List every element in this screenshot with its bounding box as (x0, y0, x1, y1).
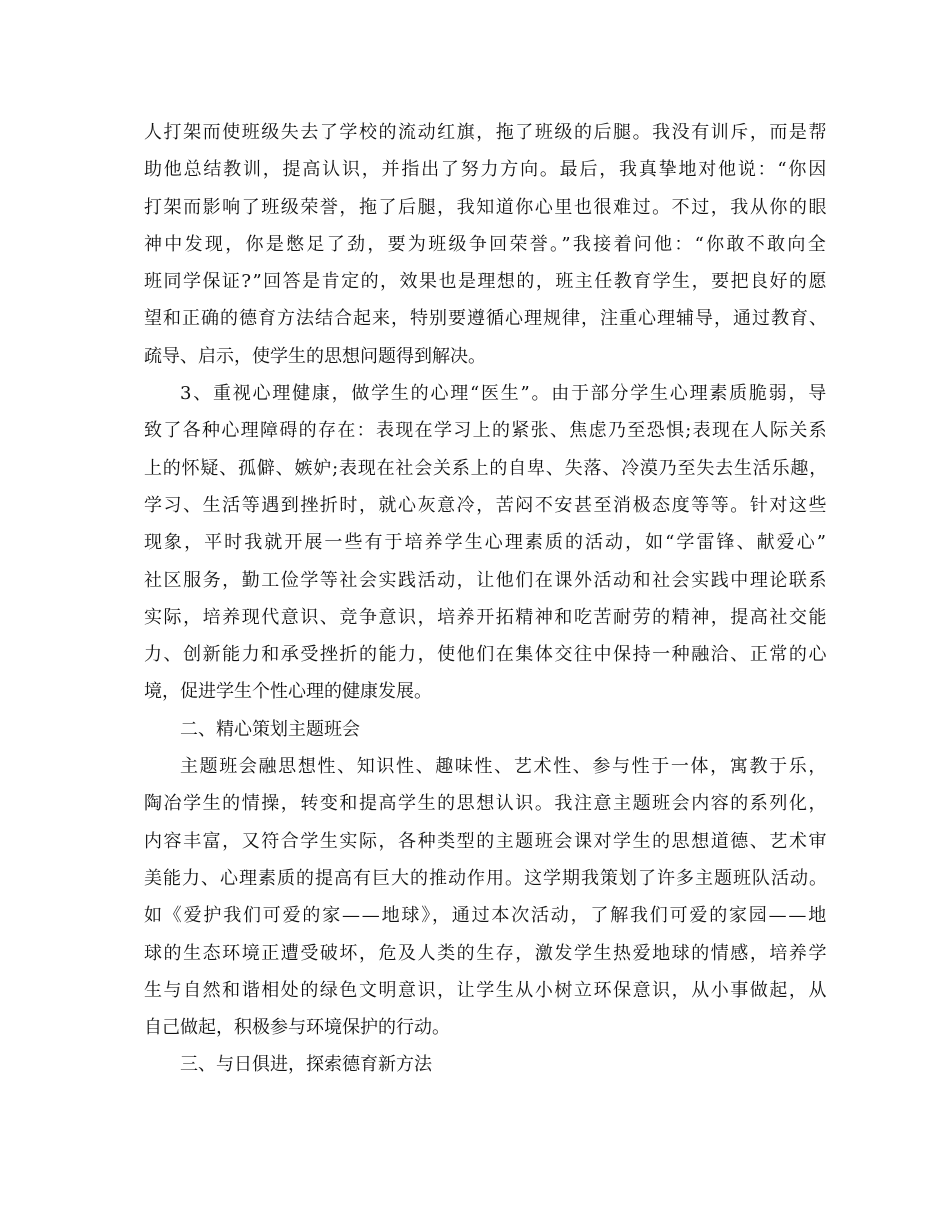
text-line: 球的生态环境正遭受破坏，危及人类的生存，激发学生热爱地球的情感，培养学 (144, 942, 828, 964)
text-line: 力、创新能力和承受挫折的能力，使他们在集体交往中保持一种融洽、正常的心 (144, 644, 828, 666)
text-line: 境，促进学生个性心理的健康发展。 (144, 681, 432, 703)
text-line: 自己做起，积极参与环境保护的行动。 (144, 1017, 450, 1039)
text-line: 现象，平时我就开展一些有于培养学生心理素质的活动，如“学雷锋、献爱心” (144, 532, 828, 554)
text-line: 社区服务，勤工俭学等社会实践活动，让他们在课外活动和社会实践中理论联系 (144, 569, 828, 591)
text-line: 上的怀疑、孤僻、嫉妒;表现在社会关系上的自卑、失落、冷漠乃至失去生活乐趣， (144, 457, 828, 479)
text-line: 助他总结教训，提高认识，并指出了努力方向。最后，我真挚地对他说：“你因 (144, 159, 828, 181)
text-line: 美能力、心理素质的提高有巨大的推动作用。这学期我策划了许多主题班队活动。 (144, 867, 828, 889)
text-line: 实际，培养现代意识、竞争意识，培养开拓精神和吃苦耐劳的精神，提高社交能 (144, 606, 828, 628)
text-line: 神中发现，你是憋足了劲，要为班级争回荣誉。”我接着问他：“你敢不敢向全 (144, 233, 828, 255)
text-line: 打架而影响了班级荣誉，拖了后腿，我知道你心里也很难过。不过，我从你的眼 (144, 196, 828, 218)
text-line: 班同学保证?”回答是肯定的，效果也是理想的，班主任教育学生，要把良好的愿 (144, 271, 828, 293)
text-line: 疏导、启示，使学生的思想问题得到解决。 (144, 345, 486, 367)
text-line: 学习、生活等遇到挫折时，就心灰意冷，苦闷不安甚至消极态度等等。针对这些 (144, 494, 828, 516)
text-line: 主题班会融思想性、知识性、趣味性、艺术性、参与性于一体，寓教于乐， (180, 756, 828, 778)
text-line: 二、精心策划主题班会 (180, 718, 360, 740)
text-line: 如《爱护我们可爱的家——地球》，通过本次活动，了解我们可爱的家园——地 (144, 905, 828, 927)
text-line: 致了各种心理障碍的存在：表现在学习上的紧张、焦虑乃至恐惧;表现在人际关系 (144, 420, 828, 442)
text-line: 三、与日俱进，探索德育新方法 (180, 1054, 432, 1076)
document-body (144, 114, 828, 1084)
text-line: 人打架而使班级失去了学校的流动红旗，拖了班级的后腿。我没有训斥，而是帮 (144, 122, 828, 143)
text-line: 生与自然和谐相处的绿色文明意识，让学生从小树立环保意识，从小事做起，从 (144, 979, 828, 1001)
text-line: 3、重视心理健康，做学生的心理“医生”。由于部分学生心理素质脆弱，导 (180, 383, 828, 405)
text-line: 望和正确的德育方法结合起来，特别要遵循心理规律，注重心理辅导，通过教育、 (144, 308, 828, 330)
text-line: 陶冶学生的情操，转变和提高学生的思想认识。我注意主题班会内容的系列化， (144, 793, 828, 815)
text-line: 内容丰富，又符合学生实际，各种类型的主题班会课对学生的思想道德、艺术审 (144, 830, 828, 852)
